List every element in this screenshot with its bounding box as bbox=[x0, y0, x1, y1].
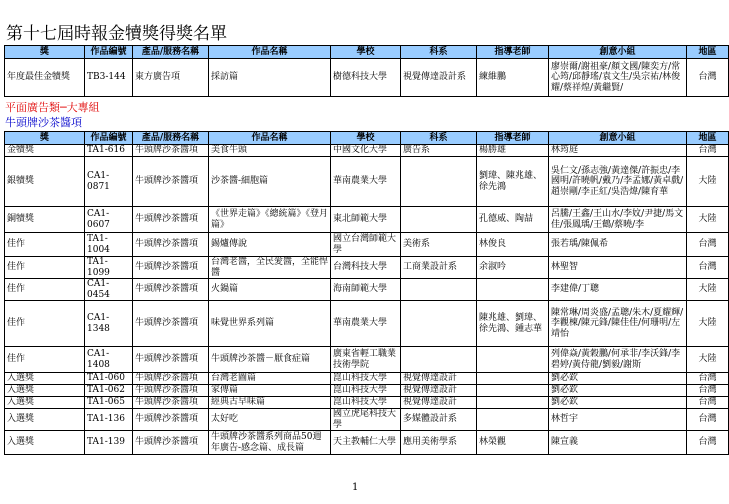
table-cell: 家傳篇 bbox=[209, 385, 331, 397]
column-header: 作品編號 bbox=[85, 46, 133, 59]
table-cell bbox=[401, 347, 477, 373]
table-cell: 崑山科技大學 bbox=[331, 397, 401, 409]
column-header: 指導老師 bbox=[477, 132, 549, 145]
table-cell: 陳兆雄、劉瑋、徐先鴻、鍾志華 bbox=[477, 301, 549, 347]
top-award-table bbox=[4, 45, 729, 97]
column-header: 產品/服務名稱 bbox=[133, 132, 209, 145]
table-cell: 視覺傳達設計 bbox=[401, 373, 477, 385]
table-cell: 台灣 bbox=[687, 145, 729, 157]
table-cell: 牛頭牌沙茶醬項 bbox=[133, 373, 209, 385]
column-header: 作品編號 bbox=[85, 132, 133, 145]
product-award-table bbox=[4, 131, 729, 455]
table-cell: 入選獎 bbox=[5, 373, 85, 385]
column-header: 作品名稱 bbox=[209, 132, 331, 145]
column-header: 科系 bbox=[401, 46, 477, 59]
table-cell: 海南師範大學 bbox=[331, 279, 401, 301]
table-cell: 佳作 bbox=[5, 233, 85, 257]
table-cell: 余淑吟 bbox=[477, 257, 549, 279]
table-cell: 台灣 bbox=[687, 373, 729, 385]
table-cell: 崑山科技大學 bbox=[331, 385, 401, 397]
table-cell: 台灣 bbox=[687, 59, 729, 97]
column-header: 地區 bbox=[687, 46, 729, 59]
section-product: 牛頭牌沙茶醬項 bbox=[5, 116, 82, 129]
table-cell: 佳作 bbox=[5, 257, 85, 279]
table-cell: 金犢獎 bbox=[5, 145, 85, 157]
table-cell: 錫爐傳說 bbox=[209, 233, 331, 257]
table-cell: 華南農業大學 bbox=[331, 157, 401, 207]
table-cell: 林筠庭 bbox=[549, 145, 687, 157]
table-cell: 國立台灣師範大學 bbox=[331, 233, 401, 257]
table-cell: 練維鵬 bbox=[477, 59, 549, 97]
table-cell: 牛頭牌沙茶醬系列商品50週年廣告-感念篇、成長篇 bbox=[209, 431, 331, 455]
table-cell bbox=[401, 301, 477, 347]
table-cell bbox=[477, 397, 549, 409]
table-cell: 大陸 bbox=[687, 347, 729, 373]
page-number: 1 bbox=[352, 482, 359, 493]
column-header: 指導老師 bbox=[477, 46, 549, 59]
table-cell: 李建偉/丁聰 bbox=[549, 279, 687, 301]
table-row bbox=[5, 373, 729, 385]
header-row bbox=[5, 132, 729, 145]
table-row bbox=[5, 145, 729, 157]
table-cell: 佳作 bbox=[5, 347, 85, 373]
table-cell: 陳常琳/周炎盛/孟聰/朱木/夏耀輝/李觀楝/陳元鋒/陳佳佳/何珊明/左靖怡 bbox=[549, 301, 687, 347]
column-header: 作品名稱 bbox=[209, 46, 331, 59]
table-row bbox=[5, 257, 729, 279]
table-cell: 廣東省輕工職業技術學院 bbox=[331, 347, 401, 373]
table-row bbox=[5, 397, 729, 409]
table-cell: 中國文化大學 bbox=[331, 145, 401, 157]
table-cell: 張若瑀/陳佩希 bbox=[549, 233, 687, 257]
table-cell bbox=[401, 279, 477, 301]
table-cell: 台灣 bbox=[687, 409, 729, 431]
table-cell: CA1-0454 bbox=[85, 279, 133, 301]
table-cell bbox=[477, 409, 549, 431]
table-cell: 台灣 bbox=[687, 385, 729, 397]
table-cell: 台灣老醬，全民愛醬，全能悍醬 bbox=[209, 257, 331, 279]
table-cell: 火鍋篇 bbox=[209, 279, 331, 301]
table-cell: 視覺傳達設計 bbox=[401, 385, 477, 397]
table-cell: 美術系 bbox=[401, 233, 477, 257]
column-header: 獎 bbox=[5, 46, 85, 59]
column-header: 產品/服務名稱 bbox=[133, 46, 209, 59]
table-cell: 劉必欽 bbox=[549, 373, 687, 385]
table-cell: 林榮觀 bbox=[477, 431, 549, 455]
table-cell: 佳作 bbox=[5, 301, 85, 347]
table-cell: 多媒體設計系 bbox=[401, 409, 477, 431]
table-cell: 大陸 bbox=[687, 157, 729, 207]
table-cell: 牛頭牌沙茶醬項 bbox=[133, 431, 209, 455]
table-cell bbox=[477, 373, 549, 385]
table-cell: TA1-139 bbox=[85, 431, 133, 455]
table-cell bbox=[477, 347, 549, 373]
table-cell: 牛頭牌沙茶醬項 bbox=[133, 397, 209, 409]
table-cell: 牛頭牌沙茶醬－厭食症篇 bbox=[209, 347, 331, 373]
table-cell: 視覺傳達設計系 bbox=[401, 59, 477, 97]
table-cell: 牛頭牌沙茶醬項 bbox=[133, 207, 209, 233]
table-row bbox=[5, 233, 729, 257]
table-cell: 廖崇爾/謝祖豪/顏文國/陳奕方/常心筠/邱靜瑤/袁文生/吳宗祐/林俊耀/蔡祥煌/黃繼賢/ bbox=[549, 59, 687, 97]
table-cell: 台灣老圖篇 bbox=[209, 373, 331, 385]
table-cell: 入選獎 bbox=[5, 409, 85, 431]
table-cell: 林聖智 bbox=[549, 257, 687, 279]
table-cell: TA1-136 bbox=[85, 409, 133, 431]
table-cell: 銀犢獎 bbox=[5, 157, 85, 207]
table-cell: 樹德科技大學 bbox=[331, 59, 401, 97]
table-cell: 牛頭牌沙茶醬項 bbox=[133, 347, 209, 373]
table-cell: CA1-0871 bbox=[85, 157, 133, 207]
table-cell: 華南農業大學 bbox=[331, 301, 401, 347]
table-cell: 銅犢獎 bbox=[5, 207, 85, 233]
table-row bbox=[5, 157, 729, 207]
table-row bbox=[5, 59, 729, 97]
table-cell: 入選獎 bbox=[5, 431, 85, 455]
table-cell: CA1-1348 bbox=[85, 301, 133, 347]
column-header: 學校 bbox=[331, 46, 401, 59]
table-row bbox=[5, 301, 729, 347]
column-header: 地區 bbox=[687, 132, 729, 145]
table-cell: 呂騰/王鑫/王山水/李妏/尹捷/馬文佳/張鳳瑀/王鶴/蔡曉/李 bbox=[549, 207, 687, 233]
table-cell: TA1-065 bbox=[85, 397, 133, 409]
page-title: 第十七屆時報金犢獎得獎名單 bbox=[6, 24, 227, 44]
table-cell: 沙茶醬-細胞篇 bbox=[209, 157, 331, 207]
column-header: 學校 bbox=[331, 132, 401, 145]
table-row bbox=[5, 409, 729, 431]
table-cell: 國立虎尾科技大學 bbox=[331, 409, 401, 431]
table-cell: 大陸 bbox=[687, 279, 729, 301]
table-cell: 楊勝雄 bbox=[477, 145, 549, 157]
table-cell: 吳仁文/孫志強/黃達傑/許振忠/李國明/許曉帆/戴乃/李孟娜/黃卓戲/趙崇剛/李正紅/吳浩煒/陳育華 bbox=[549, 157, 687, 207]
table-cell: 應用美術學系 bbox=[401, 431, 477, 455]
table-cell: 佳作 bbox=[5, 279, 85, 301]
table-cell: 入選獎 bbox=[5, 397, 85, 409]
table-cell: 劉必欽 bbox=[549, 385, 687, 397]
table-cell: TB3-144 bbox=[85, 59, 133, 97]
table-cell bbox=[477, 385, 549, 397]
table-cell: 牛頭牌沙茶醬項 bbox=[133, 257, 209, 279]
table-cell: CA1-0607 bbox=[85, 207, 133, 233]
table-cell: 牛頭牌沙茶醬項 bbox=[133, 279, 209, 301]
table-cell: 太好吃 bbox=[209, 409, 331, 431]
column-header: 科系 bbox=[401, 132, 477, 145]
table-cell: 東北師範大學 bbox=[331, 207, 401, 233]
table-cell: 牛頭牌沙茶醬項 bbox=[133, 385, 209, 397]
table-cell: 經典古早味篇 bbox=[209, 397, 331, 409]
table-cell bbox=[401, 207, 477, 233]
table-cell: 牛頭牌沙茶醬項 bbox=[133, 233, 209, 257]
table-cell: 林哲宇 bbox=[549, 409, 687, 431]
table-cell: 林俊良 bbox=[477, 233, 549, 257]
table-cell bbox=[401, 157, 477, 207]
table-cell: 美食牛頭 bbox=[209, 145, 331, 157]
table-cell: TA1-060 bbox=[85, 373, 133, 385]
table-cell: 大陸 bbox=[687, 207, 729, 233]
table-cell: TA1-062 bbox=[85, 385, 133, 397]
table-cell: 年度最佳金犢獎 bbox=[5, 59, 85, 97]
table-cell: 牛頭牌沙茶醬項 bbox=[133, 145, 209, 157]
table-row bbox=[5, 279, 729, 301]
table-cell: 廣告系 bbox=[401, 145, 477, 157]
table-cell: 天主教輔仁大學 bbox=[331, 431, 401, 455]
table-cell: 《世界走篇》《總統篇》《登月篇》 bbox=[209, 207, 331, 233]
header-row bbox=[5, 46, 729, 59]
table-cell: 台灣 bbox=[687, 257, 729, 279]
table-cell: 崑山科技大學 bbox=[331, 373, 401, 385]
section-category: 平面廣告類─大專組 bbox=[5, 101, 100, 114]
table-cell: 陳宣義 bbox=[549, 431, 687, 455]
table-cell: 台灣 bbox=[687, 233, 729, 257]
table-cell: 工商業設計系 bbox=[401, 257, 477, 279]
table-row bbox=[5, 347, 729, 373]
table1-body bbox=[5, 59, 729, 97]
table-cell: 味覺世界系列篇 bbox=[209, 301, 331, 347]
table-cell: 列偉焱/黃穀鵬/何承非/李沃鋒/李碧婷/黃侍龍/劉毅/謝斯 bbox=[549, 347, 687, 373]
table-row bbox=[5, 431, 729, 455]
table-cell: 牛頭牌沙茶醬項 bbox=[133, 409, 209, 431]
table-cell: 東方廣告項 bbox=[133, 59, 209, 97]
table-cell: 孔德威、陶喆 bbox=[477, 207, 549, 233]
table-cell: TA1-1099 bbox=[85, 257, 133, 279]
table-cell: 牛頭牌沙茶醬項 bbox=[133, 157, 209, 207]
table-cell: 入選獎 bbox=[5, 385, 85, 397]
table-cell: TA1-616 bbox=[85, 145, 133, 157]
table-cell: 大陸 bbox=[687, 301, 729, 347]
table-row bbox=[5, 207, 729, 233]
table2-body bbox=[5, 145, 729, 455]
column-header: 獎 bbox=[5, 132, 85, 145]
table-cell: 牛頭牌沙茶醬項 bbox=[133, 301, 209, 347]
table-cell: 採訪篇 bbox=[209, 59, 331, 97]
table-cell: 劉必欽 bbox=[549, 397, 687, 409]
column-header: 創意小組 bbox=[549, 132, 687, 145]
table-cell: 台灣 bbox=[687, 431, 729, 455]
table-cell: 劉瑋、陳兆雄、徐先鴻 bbox=[477, 157, 549, 207]
table-row bbox=[5, 385, 729, 397]
table-cell: 台灣科技大學 bbox=[331, 257, 401, 279]
table-cell: TA1-1004 bbox=[85, 233, 133, 257]
table-cell: CA1-1408 bbox=[85, 347, 133, 373]
table-cell: 視覺傳達設計 bbox=[401, 397, 477, 409]
column-header: 創意小組 bbox=[549, 46, 687, 59]
table-cell: 台灣 bbox=[687, 397, 729, 409]
table-cell bbox=[477, 279, 549, 301]
